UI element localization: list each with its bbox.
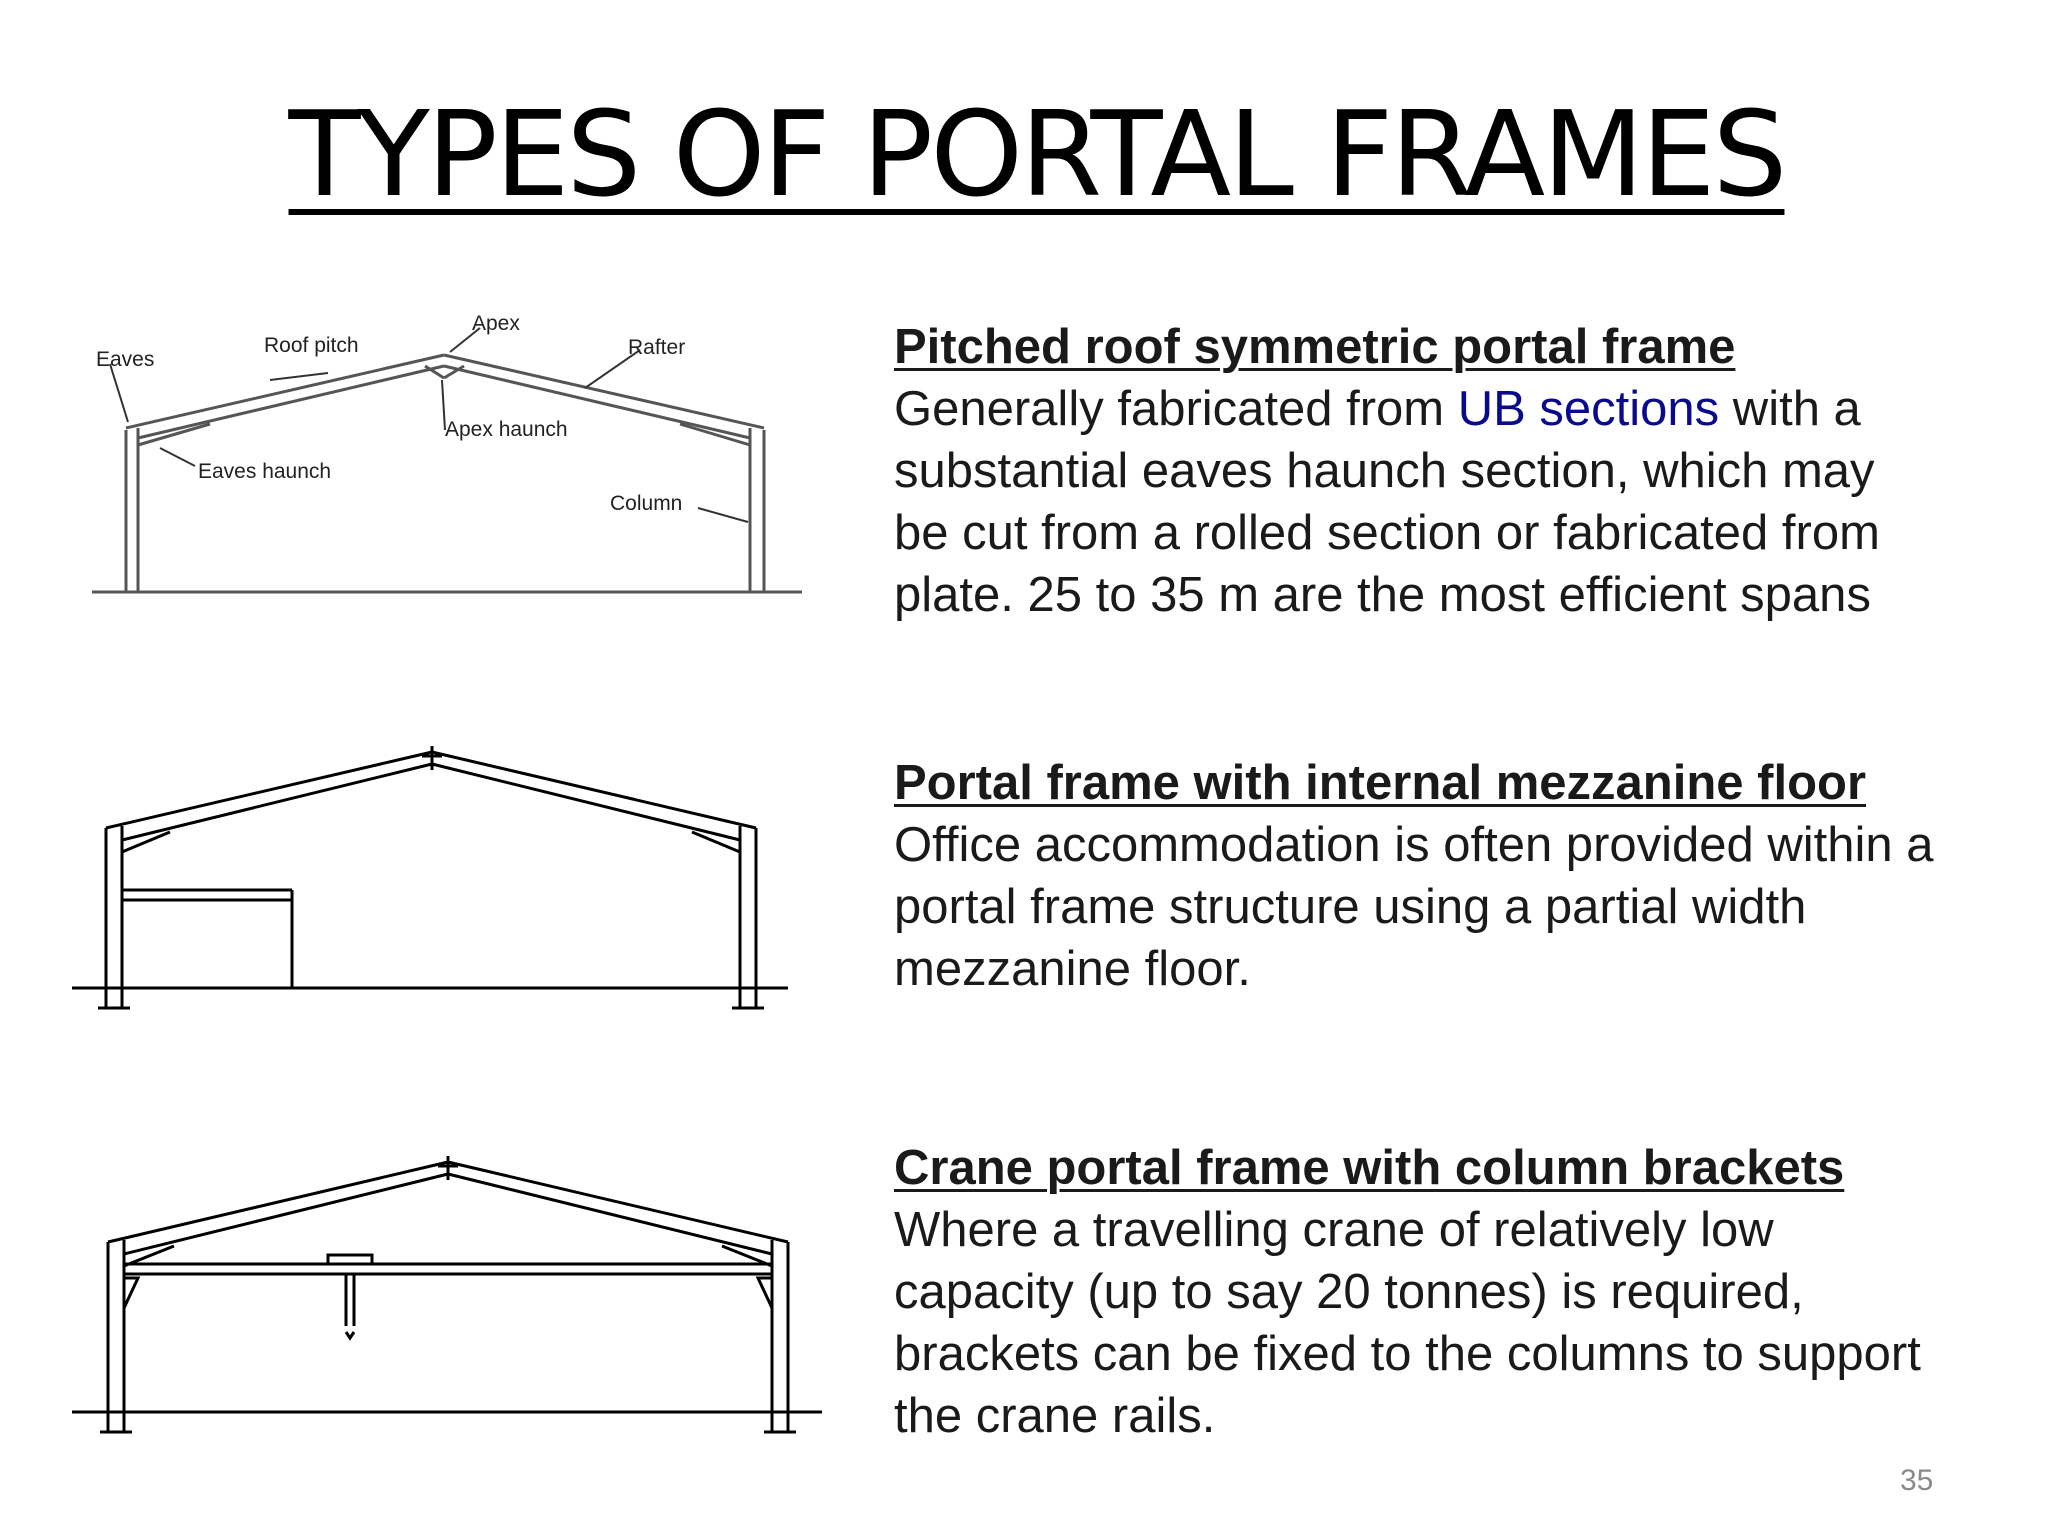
section-body: Where a travelling crane of relatively low capacity (up to say 20 tonnes) is required, brackets can be fixed to the columns to support the crane rails.: [894, 1203, 1921, 1443]
ub-sections-link[interactable]: UB sections: [1457, 382, 1720, 436]
label-eaves: Eaves: [96, 348, 155, 371]
section-heading: Pitched roof symmetric portal frame: [894, 320, 1736, 374]
label-column: Column: [610, 492, 683, 515]
label-rafter: Rafter: [628, 336, 686, 359]
page-number: 35: [1900, 1464, 1934, 1497]
section-heading: Portal frame with internal mezzanine floor: [894, 756, 1867, 810]
label-roof-pitch: Roof pitch: [264, 334, 359, 357]
label-eaves-haunch: Eaves haunch: [198, 460, 332, 483]
body-text-start: Generally fabricated from: [894, 382, 1458, 436]
pitched-portal-frame-diagram: [80, 300, 820, 610]
crane-portal-frame-diagram: [70, 1150, 830, 1440]
section-crane: [894, 1137, 1934, 1447]
section-mezzanine: [894, 752, 1934, 1000]
body-text-end: with a substantial eaves haunch section, which may be cut from a rolled section or fabricated from plate. 25 to 35 m are the most efficient spans: [894, 382, 1880, 622]
label-apex: Apex: [472, 312, 520, 335]
section-pitched-roof: [894, 316, 1934, 626]
mezzanine-portal-frame-diagram: [70, 740, 810, 1020]
section-body: [894, 378, 1934, 626]
slide-title: TYPES OF PORTAL FRAMES: [288, 85, 1785, 223]
label-apex-haunch: Apex haunch: [445, 418, 568, 441]
section-body: Office accommodation is often provided within a portal frame structure using a partial width mezzanine floor.: [894, 818, 1934, 996]
section-heading: Crane portal frame with column brackets: [894, 1141, 1845, 1195]
